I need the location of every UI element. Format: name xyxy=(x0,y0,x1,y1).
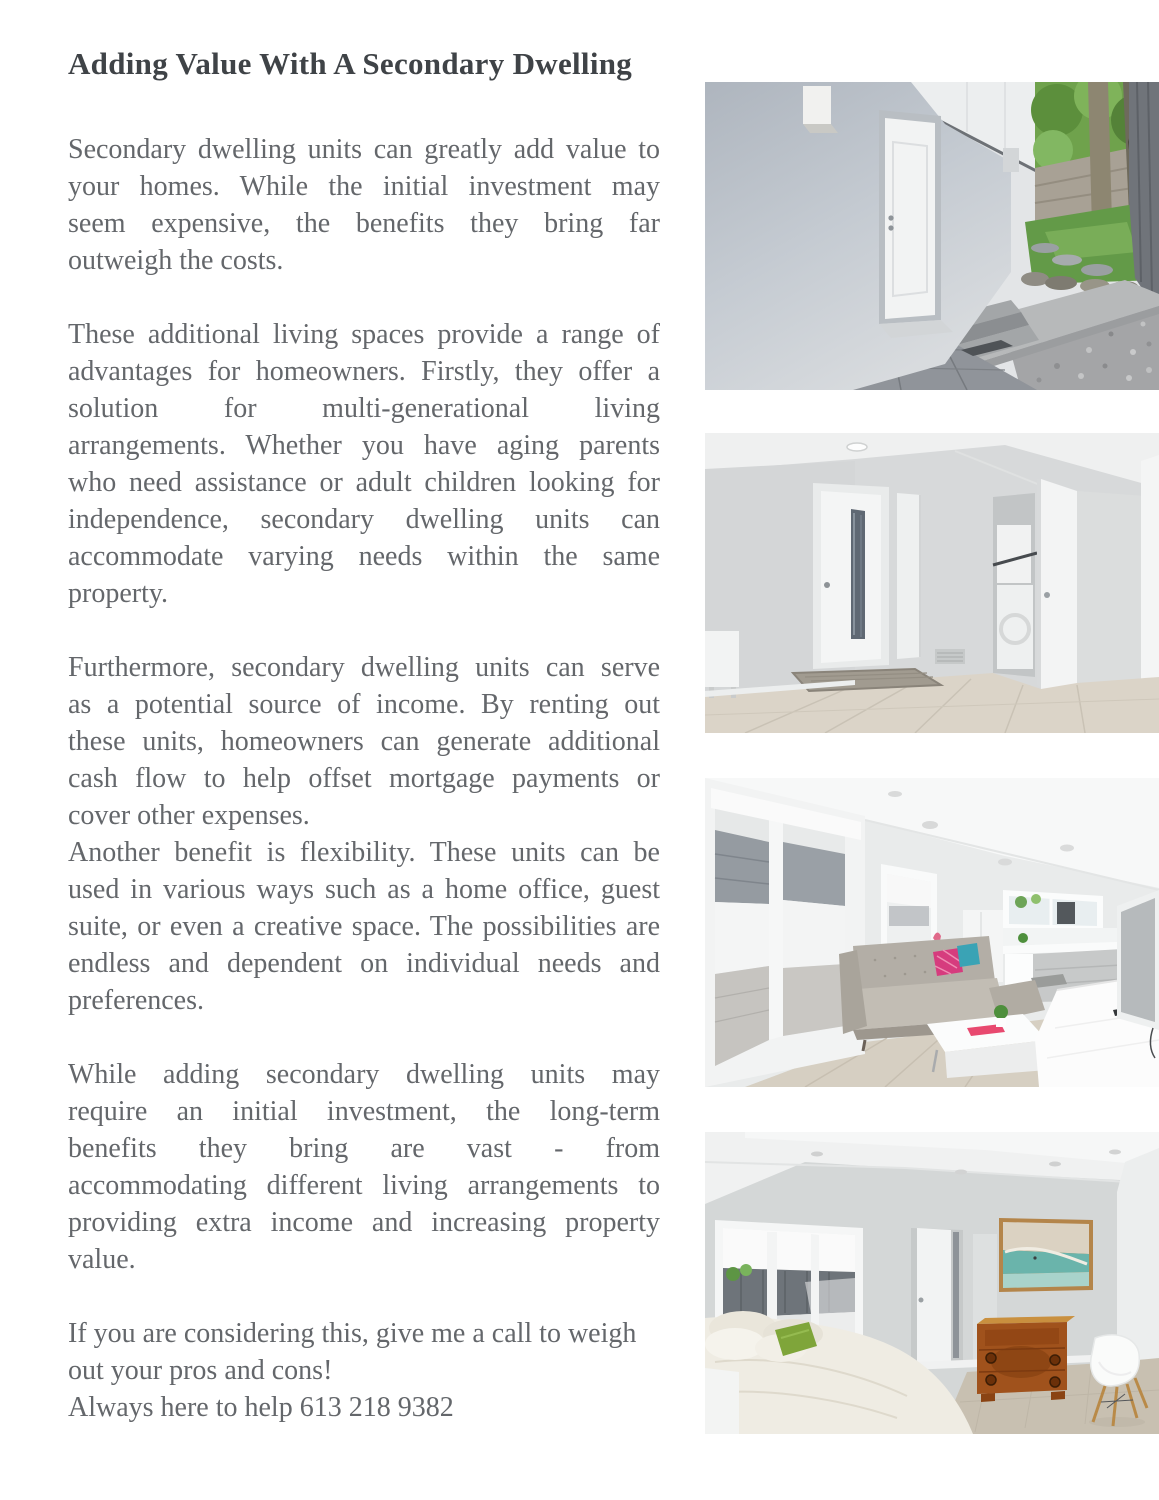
photo-entry-hallway xyxy=(705,433,1159,733)
paragraph xyxy=(68,131,660,279)
text-line: Another benefit is flexibility. These units can be xyxy=(68,837,660,868)
text-line: out your pros and cons! xyxy=(68,1355,333,1386)
photo-bedroom xyxy=(705,1132,1159,1434)
text-line: value. xyxy=(68,1244,136,1275)
living-room-illustration xyxy=(705,778,1159,1087)
text-line: who need assistance or adult children looking for xyxy=(68,467,660,498)
text-line: If you are considering this, give me a call to weigh xyxy=(68,1318,637,1349)
wood-dresser xyxy=(977,1316,1075,1402)
paragraph xyxy=(68,649,660,834)
wall-vent xyxy=(935,649,965,664)
article-body xyxy=(68,131,660,1463)
text-line: your homes. While the initial investment may xyxy=(68,171,660,202)
paragraph xyxy=(68,316,660,612)
text-line: endless and dependent on individual needs and xyxy=(68,948,660,979)
text-line: seem expensive, the benefits they bring far xyxy=(68,208,660,239)
open-door xyxy=(1037,479,1077,705)
paragraph xyxy=(68,1056,660,1278)
teal-pillow xyxy=(957,943,980,967)
text-line: independence, secondary dwelling units can xyxy=(68,504,660,535)
wave-artwork xyxy=(999,1218,1093,1292)
text-line: Secondary dwelling units can greatly add value to xyxy=(68,134,660,165)
text-line: These additional living spaces provide a range of xyxy=(68,319,660,350)
closet-door xyxy=(897,493,921,659)
photo-living-room-kitchen xyxy=(705,778,1159,1087)
text-line: these units, homeowners can generate additional xyxy=(68,726,660,757)
text-line: accommodating different living arrangements to xyxy=(68,1170,660,1201)
sliding-glass-doors xyxy=(705,778,865,1087)
text-line: advantages for homeowners. Firstly, they offer a xyxy=(68,356,660,387)
text-line: Furthermore, secondary dwelling units can serve xyxy=(68,652,660,683)
text-line: solution for multi-generational living xyxy=(68,393,660,424)
table-plant xyxy=(994,1005,1008,1019)
text-line: outweigh the costs. xyxy=(68,245,284,276)
bedroom-illustration xyxy=(705,1132,1159,1434)
text-line: providing extra income and increasing property xyxy=(68,1207,660,1238)
text-line: preferences. xyxy=(68,985,205,1016)
right-door-frame xyxy=(1141,455,1159,685)
front-door xyxy=(813,483,889,669)
bedside-table xyxy=(705,1368,739,1434)
paragraph xyxy=(68,834,660,1019)
utility-meter xyxy=(1003,148,1019,172)
contact-phone-line: Always here to help 613 218 9382 xyxy=(68,1392,454,1423)
pot-light xyxy=(847,443,867,451)
hallway-illustration xyxy=(705,433,1159,733)
paragraph xyxy=(68,1315,660,1426)
laundry-nook xyxy=(993,493,1037,677)
text-line: property. xyxy=(68,578,169,609)
counter-plant xyxy=(1018,933,1028,943)
text-line: accommodate varying needs within the same xyxy=(68,541,660,572)
text-line: arrangements. Whether you have aging parents xyxy=(68,430,660,461)
text-line: used in various ways such as a home office, guest xyxy=(68,874,660,905)
text-line: as a potential source of income. By renting out xyxy=(68,689,660,720)
text-line: suite, or even a creative space. The possibilities are xyxy=(68,911,660,942)
photo-exterior-side-entrance xyxy=(705,82,1159,390)
text-line: cash flow to help offset mortgage payments or xyxy=(68,763,660,794)
page-title: Adding Value With A Secondary Dwelling xyxy=(68,46,633,81)
text-line: While adding secondary dwelling units may xyxy=(68,1059,660,1090)
text-line: cover other expenses. xyxy=(68,800,310,831)
text-line: require an initial investment, the long-term xyxy=(68,1096,660,1127)
exterior-illustration xyxy=(705,82,1159,390)
text-line: benefits they bring are vast - from xyxy=(68,1133,660,1164)
